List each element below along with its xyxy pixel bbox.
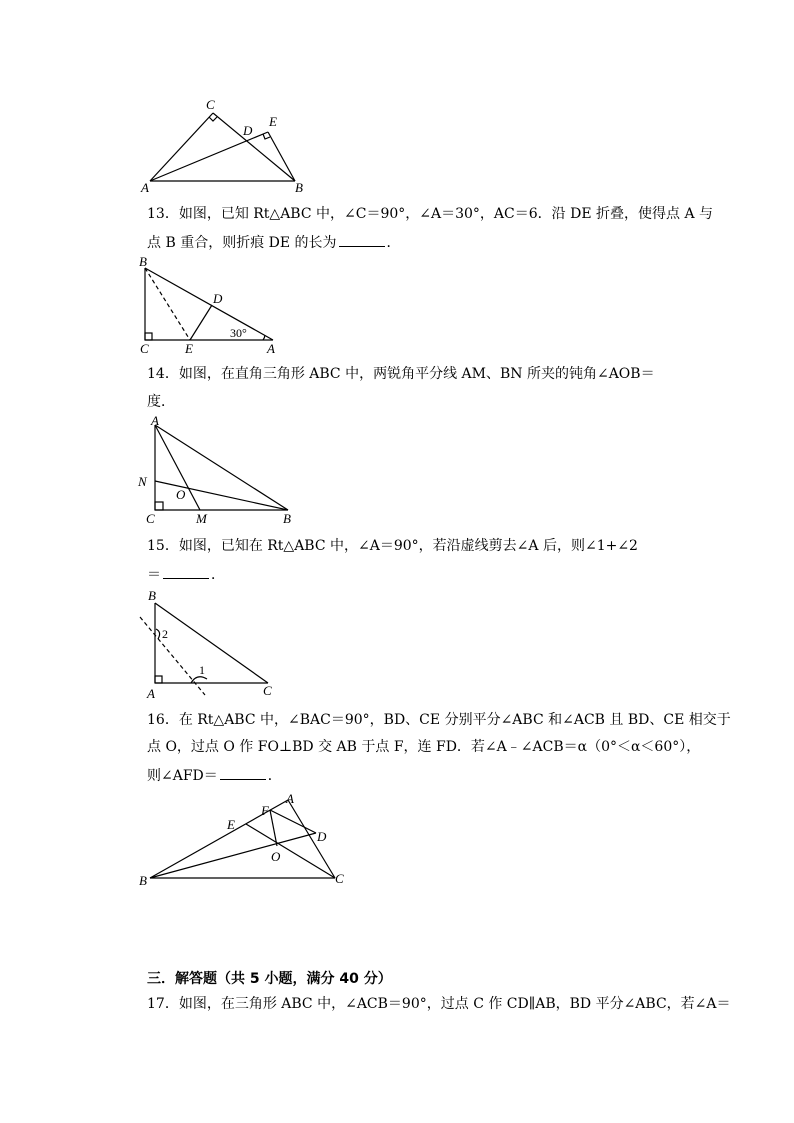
label-O: O — [176, 487, 186, 502]
q13-line2 — [147, 232, 687, 253]
label-B: B — [283, 511, 291, 526]
angle-2-label: 2 — [162, 627, 168, 641]
figure-q15 — [135, 587, 285, 702]
figure-q12 — [135, 95, 325, 195]
q15-line2 — [147, 564, 687, 585]
q14-line2: 度． — [147, 394, 175, 410]
angle-label: 30° — [230, 326, 247, 340]
label-C: C — [140, 341, 149, 356]
q15-line1: 15．如图，已知在 Rt△ABC 中，∠A＝90°，若沿虚线剪去∠A 后，则∠1+∠2 — [147, 538, 638, 554]
label-F: F — [261, 803, 269, 818]
label-C: C — [335, 871, 344, 886]
label-B: B — [139, 873, 147, 888]
label-A: A — [147, 686, 155, 701]
q13-end: ． — [386, 235, 401, 251]
section-heading: 三．解答题（共 5 小题，满分 40 分） — [147, 971, 392, 987]
q14-line1: 14．如图，在直角三角形 ABC 中，两锐角平分线 AM、BN 所夹的钝角∠AOB＝ — [147, 366, 655, 382]
label-C: C — [146, 511, 155, 526]
label-N: N — [138, 474, 147, 489]
label-M: M — [196, 511, 207, 526]
q16-line1: 16．在 Rt△ABC 中，∠BAC＝90°，BD、CE 分别平分∠ABC 和∠ACB 且 BD、CE 相交于 — [147, 712, 731, 728]
angle-1-label: 1 — [199, 663, 205, 677]
answer-blank — [163, 564, 209, 579]
figure-q16 — [135, 788, 355, 893]
q15-text: ＝ — [147, 567, 161, 583]
label-E: E — [227, 817, 235, 832]
label-D: D — [213, 291, 223, 306]
label-A: A — [267, 341, 275, 356]
figure-q14 — [135, 413, 305, 528]
label-D: D — [317, 829, 327, 844]
label-D: D — [243, 123, 253, 138]
label-B: B — [139, 254, 147, 269]
label-E: E — [269, 114, 277, 129]
q16-end: ． — [267, 768, 282, 784]
q16-line3 — [147, 765, 687, 786]
label-B: B — [148, 588, 156, 603]
q17-line1: 17．如图，在三角形 ABC 中，∠ACB＝90°，过点 C 作 CD∥AB，BD 平分∠ABC，若∠A＝ — [147, 996, 731, 1012]
q13-text: 点 B 重合，则折痕 DE 的长为 — [147, 235, 337, 251]
answer-blank — [220, 765, 266, 780]
label-C: C — [206, 97, 215, 112]
answer-blank — [339, 232, 385, 247]
q16-text: 则∠AFD＝ — [147, 768, 218, 784]
q16-line2: 点 O，过点 O 作 FO⊥BD 交 AB 于点 F，连 FD．若∠A﹣∠ACB＝α（0°＜α＜60°）， — [147, 739, 701, 755]
label-O: O — [271, 849, 281, 864]
label-E: E — [185, 341, 193, 356]
q15-end: ． — [211, 567, 225, 583]
label-C: C — [263, 683, 272, 698]
label-B: B — [295, 180, 303, 195]
figure-q13 — [130, 255, 290, 360]
label-A: A — [151, 413, 159, 428]
q13-line1: 13．如图，已知 Rt△ABC 中，∠C＝90°，∠A＝30°，AC＝6．沿 DE 折叠，使得点 A 与 — [147, 206, 714, 222]
label-A: A — [141, 180, 149, 195]
label-A: A — [286, 791, 294, 806]
